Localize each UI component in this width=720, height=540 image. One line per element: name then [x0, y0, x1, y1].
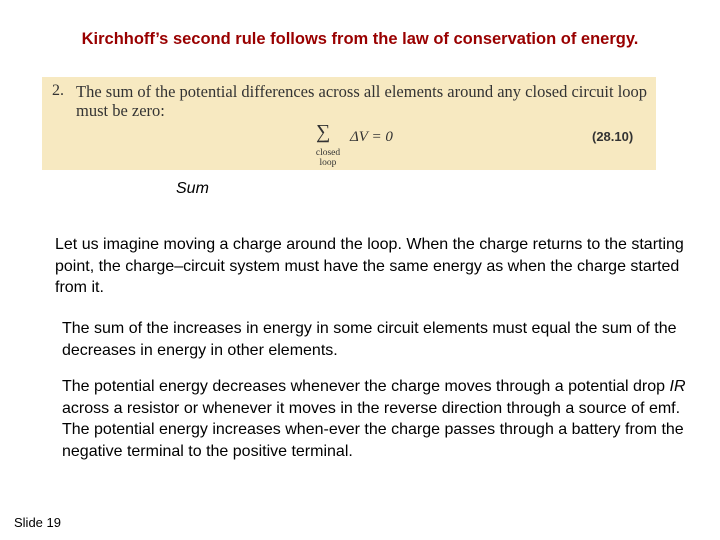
- paragraph-potential-energy: [62, 376, 702, 462]
- slide-number: Slide 19: [14, 515, 61, 530]
- equation-body: ΔV = 0: [350, 129, 393, 145]
- sum-label: Sum: [176, 180, 209, 197]
- paragraph-part: The potential energy decreases whenever the charge moves through a potential drop: [62, 378, 670, 395]
- summation-symbol: ∑: [316, 121, 331, 143]
- slide-title: Kirchhoff’s second rule follows from the law of conservation of energy.: [81, 30, 639, 48]
- rule-excerpt: [42, 77, 656, 170]
- paragraph-charge-loop: Let us imagine moving a charge around the loop. When the charge returns to the starting point, the charge–circuit system must have the same energy as when the charge started from it.: [55, 236, 684, 296]
- rule-text: The sum of the potential differences across all elements around any closed circuit loop must be zero:: [76, 82, 648, 120]
- equation-number: (28.10): [592, 129, 634, 144]
- summation-subscript: closed loop: [315, 148, 341, 168]
- paragraph-energy-balance: The sum of the increases in energy in some circuit elements must equal the sum of the decreases in energy in other elements.: [62, 320, 677, 359]
- paragraph-part: across a resistor or whenever it moves in the reverse direction through a source of emf. The potential energy increases when-ever the charge passes through a battery from the negative terminal to the positive terminal.: [62, 399, 684, 460]
- rule-number: 2.: [52, 82, 64, 99]
- ir-symbol: IR: [669, 378, 686, 395]
